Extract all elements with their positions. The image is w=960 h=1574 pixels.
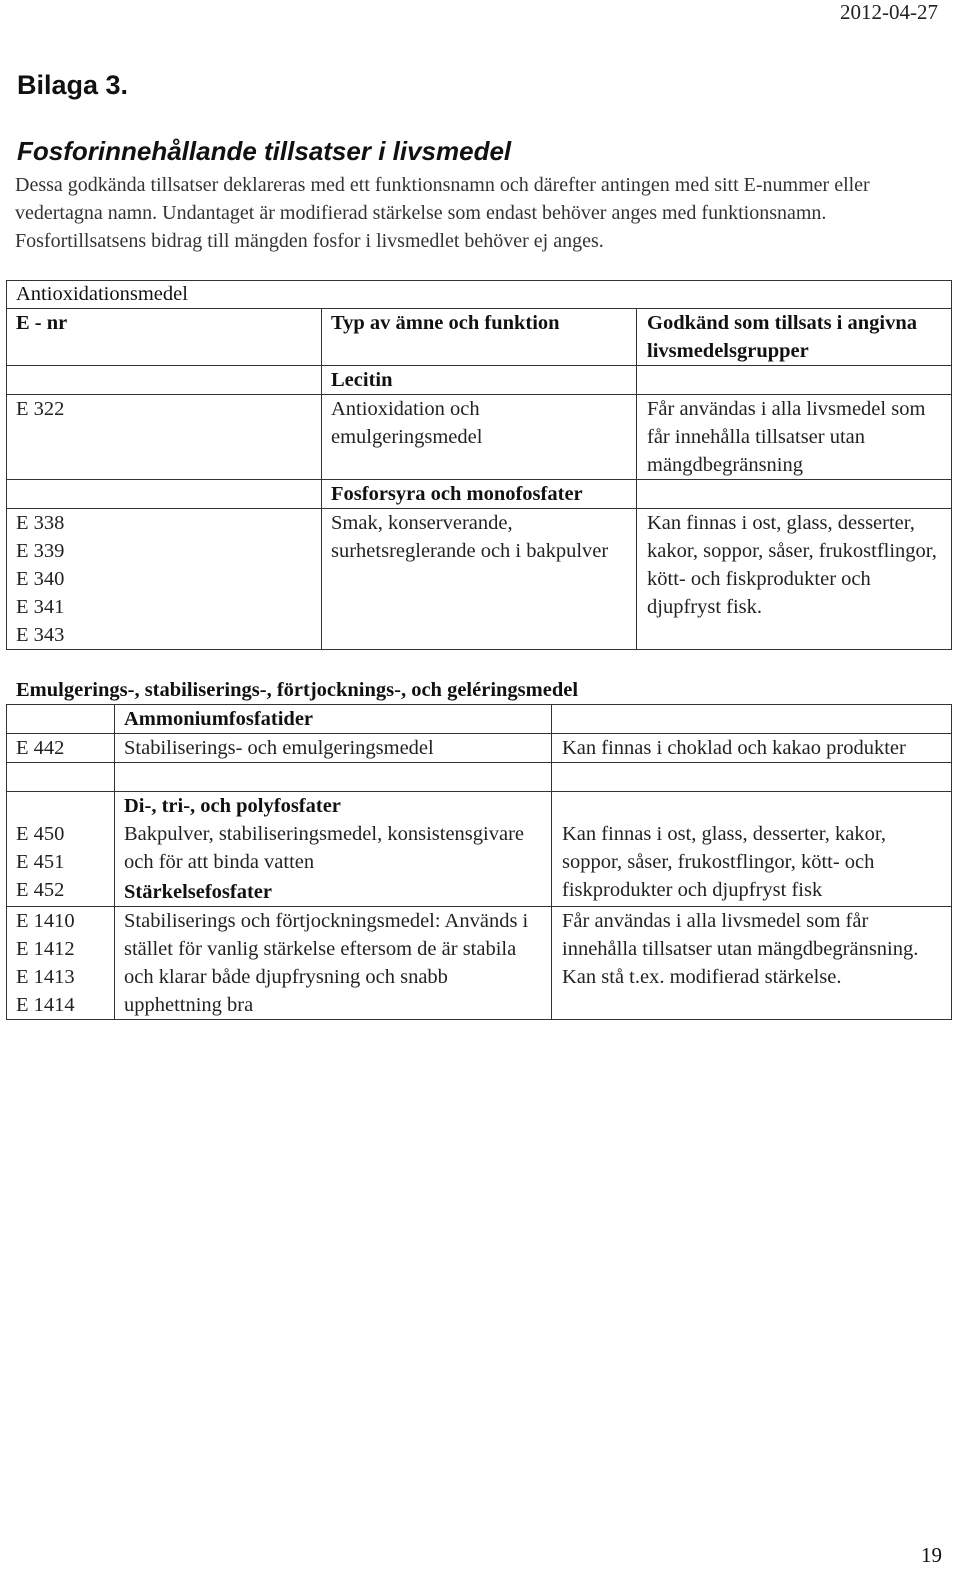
group-name-poly: Di-, tri-, och polyfosfater (124, 795, 341, 817)
enr-cell (7, 907, 115, 1020)
approved-cell: Får användas i alla livsmedel som får innehålla tillsatser utan mängdbegränsning. Kan stå t.ex. modifierad stärkelse. (552, 907, 952, 1020)
function-cell: Stabiliserings och förtjockningsmedel: Används i stället för vanlig stärkelse eftersom de är stabila och klarar både djupfrysning och snabb upphettning bra (115, 907, 552, 1020)
group-name-row (7, 480, 952, 509)
function-cell: Bakpulver, stabiliseringsmedel, konsistensgivare och för att binda vatten (124, 823, 524, 873)
table-row (7, 907, 952, 1020)
header-enr: E - nr (7, 309, 322, 366)
enr-value: E 343 (16, 624, 65, 646)
approved-cell: Får användas i alla livsmedel som får innehålla tillsatser utan mängdbegränsning (637, 395, 952, 480)
enr-value: E 338 (16, 512, 65, 534)
emulsifier-table (6, 704, 952, 1020)
approved-cell: Kan finnas i ost, glass, desserter, kakor, soppor, såser, frukostflingor, kött- och fiskprodukter och djupfryst fisk (562, 823, 887, 901)
enr-cell: E 322 (7, 395, 322, 480)
enr-cell: E 442 (7, 734, 115, 763)
table-header-row (7, 309, 952, 366)
group-name-row (7, 705, 952, 734)
table-row (7, 734, 952, 763)
title-spacer (7, 281, 952, 309)
document-heading: Fosforinnehållande tillsatser i livsmedel (17, 136, 512, 166)
enr-value: E 1410 (16, 910, 75, 932)
intro-paragraph: Dessa godkända tillsatser deklareras med ett funktionsnamn och därefter antingen med sitt E-nummer eller vedertagna namn. Undantaget är modifierad stärkelse som endast behöver anges med funktionsnamn. Fosfortillsatsens bidrag till mängden fosfor i livsmedlet behöver ej anges. (15, 174, 870, 252)
group-name-row (7, 366, 952, 395)
enr-value: E 1414 (16, 994, 75, 1016)
document-date: 2012-04-27 (840, 0, 938, 24)
table1-title: Antioxidationsmedel (16, 283, 188, 305)
enr-value: E 340 (16, 568, 65, 590)
table2-title: Emulgerings-, stabiliserings-, förtjocknings-, och geléringsmedel (16, 679, 579, 701)
approved-cell: Kan finnas i choklad och kakao produkter (552, 734, 952, 763)
header-type: Typ av ämne och funktion (322, 309, 637, 366)
table-row (7, 395, 952, 480)
page-number: 19 (921, 1543, 942, 1567)
enr-value: E 339 (16, 540, 65, 562)
enr-value: E 450 (16, 823, 65, 845)
function-cell: Antioxidation och emulgeringsmedel (322, 395, 637, 480)
function-cell: Smak, konserverande, surhetsreglerande och i bakpulver (322, 509, 637, 650)
antioxidant-table (6, 280, 952, 650)
header-approved: Godkänd som tillsats i angivna livsmedelsgrupper (637, 309, 952, 366)
table-row (7, 792, 952, 907)
appendix-label: Bilaga 3. (17, 70, 129, 100)
enr-value: E 1413 (16, 966, 75, 988)
group-name-lecitin: Lecitin (322, 366, 637, 395)
empty-row (7, 763, 952, 792)
function-cell: Stabiliserings- och emulgeringsmedel (115, 734, 552, 763)
enr-value: E 341 (16, 596, 65, 618)
group-name-starch: Stärkelsefosfater (124, 881, 273, 903)
group-name-ammonium: Ammoniumfosfatider (115, 705, 552, 734)
table-header-row (7, 281, 952, 309)
enr-cell (7, 792, 115, 907)
enr-cell (7, 509, 322, 650)
table-row (7, 509, 952, 650)
enr-value: E 1412 (16, 938, 75, 960)
approved-cell: Kan finnas i ost, glass, desserter, kakor, soppor, såser, frukostflingor, kött- och fiskprodukter och djupfryst fisk. (637, 509, 952, 650)
enr-value: E 452 (16, 879, 65, 901)
group-name-fosforsyra: Fosforsyra och monofosfater (322, 480, 637, 509)
enr-value: E 451 (16, 851, 65, 873)
